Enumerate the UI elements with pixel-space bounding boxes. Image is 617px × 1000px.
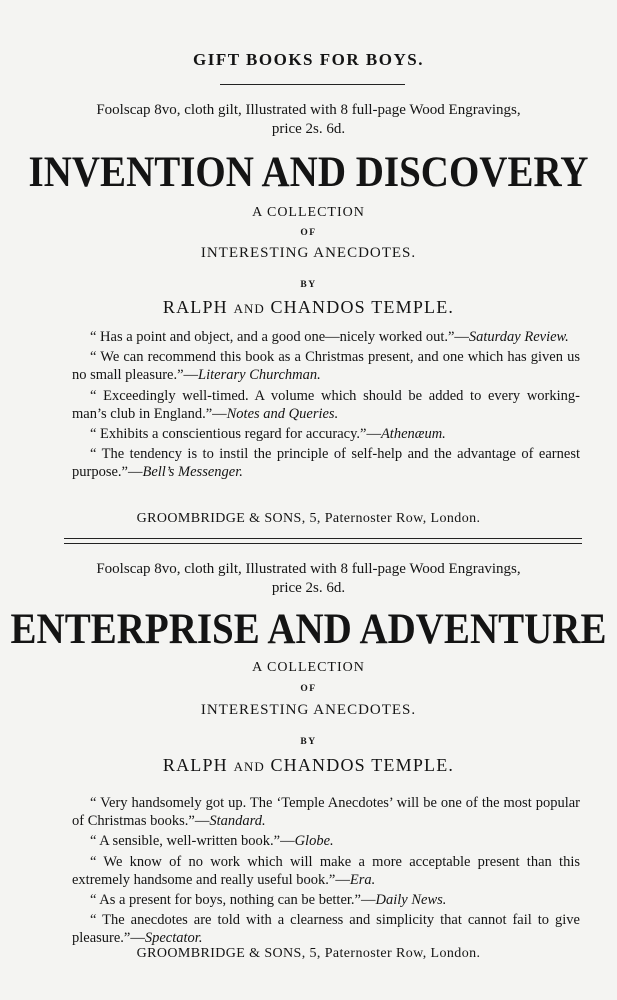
book-2-title: ENTERPRISE AND ADVENTURE xyxy=(10,604,607,653)
book-2-of: OF xyxy=(300,684,317,694)
book-1-collection: A COLLECTION xyxy=(252,205,365,220)
review-item: “ Exhibits a conscientious regard for accuracy.”—Athenæum. xyxy=(90,426,446,443)
book-1-author-and: AND xyxy=(233,301,265,316)
book-2-authors xyxy=(0,755,617,776)
book-2-author-2: CHANDOS TEMPLE. xyxy=(270,755,455,775)
book-1-publisher: GROOMBRIDGE & SONS, 5, Paternoster Row, London. xyxy=(136,511,481,526)
review-item: “ We know of no work which will make a more acceptable present than this extremely handsome and really useful book.”—Era. xyxy=(72,853,580,888)
book-2-reviews xyxy=(72,794,580,950)
book-1-by: BY xyxy=(300,280,317,290)
page-header: GIFT BOOKS FOR BOYS. xyxy=(193,50,424,69)
book-1-authors xyxy=(0,297,617,318)
book-1-reviews xyxy=(72,328,580,484)
review-item: “ We can recommend this book as a Christmas present, and one which has given us no small pleasure.”—Literary Churchman. xyxy=(72,349,580,384)
book-1-author-2: CHANDOS TEMPLE. xyxy=(270,297,455,317)
book-2-format-line-2: price 2s. 6d. xyxy=(271,580,346,596)
book-2-author-1: RALPH xyxy=(162,755,228,775)
section-divider xyxy=(64,538,582,544)
book-2-publisher: GROOMBRIDGE & SONS, 5, Paternoster Row, London. xyxy=(136,946,481,961)
book-1-format-line-2: price 2s. 6d. xyxy=(271,121,346,137)
review-item: “ Has a point and object, and a good one—nicely worked out.”—Saturday Review. xyxy=(90,329,569,345)
review-item: “ Exceedingly well-timed. A volume which should be added to every working-man’s club in England.”—Notes and Queries. xyxy=(72,387,580,422)
review-item: “ Very handsomely got up. The ‘Temple Anecdotes’ will be one of the most popular of Christmas books.”—Standard. xyxy=(72,795,580,830)
book-1-of: OF xyxy=(300,228,317,238)
review-item: “ A sensible, well-written book.”—Globe. xyxy=(90,833,334,850)
header-rule xyxy=(220,84,405,85)
book-2-format-line-1: Foolscap 8vo, cloth gilt, Illustrated with 8 full-page Wood Engravings, xyxy=(96,561,521,577)
book-2-collection: A COLLECTION xyxy=(252,660,365,675)
review-item: “ The anecdotes are told with a clearness and simplicity that cannot fail to give pleasure.”—Spectator. xyxy=(72,912,580,947)
book-1-author-1: RALPH xyxy=(162,297,228,317)
book-2-subtitle: INTERESTING ANECDOTES. xyxy=(200,702,417,718)
review-item: “ As a present for boys, nothing can be better.”—Daily News. xyxy=(90,892,447,909)
book-2-by: BY xyxy=(300,737,317,747)
book-1-format-line-1: Foolscap 8vo, cloth gilt, Illustrated with 8 full-page Wood Engravings, xyxy=(96,102,521,118)
review-item: “ The tendency is to instil the principle of self-help and the advantage of earnest purpose.”—Bell’s Messenger. xyxy=(72,446,580,481)
book-1-subtitle: INTERESTING ANECDOTES. xyxy=(200,245,417,261)
book-2-author-and: AND xyxy=(233,759,265,774)
book-1-title: INVENTION AND DISCOVERY xyxy=(28,147,589,196)
